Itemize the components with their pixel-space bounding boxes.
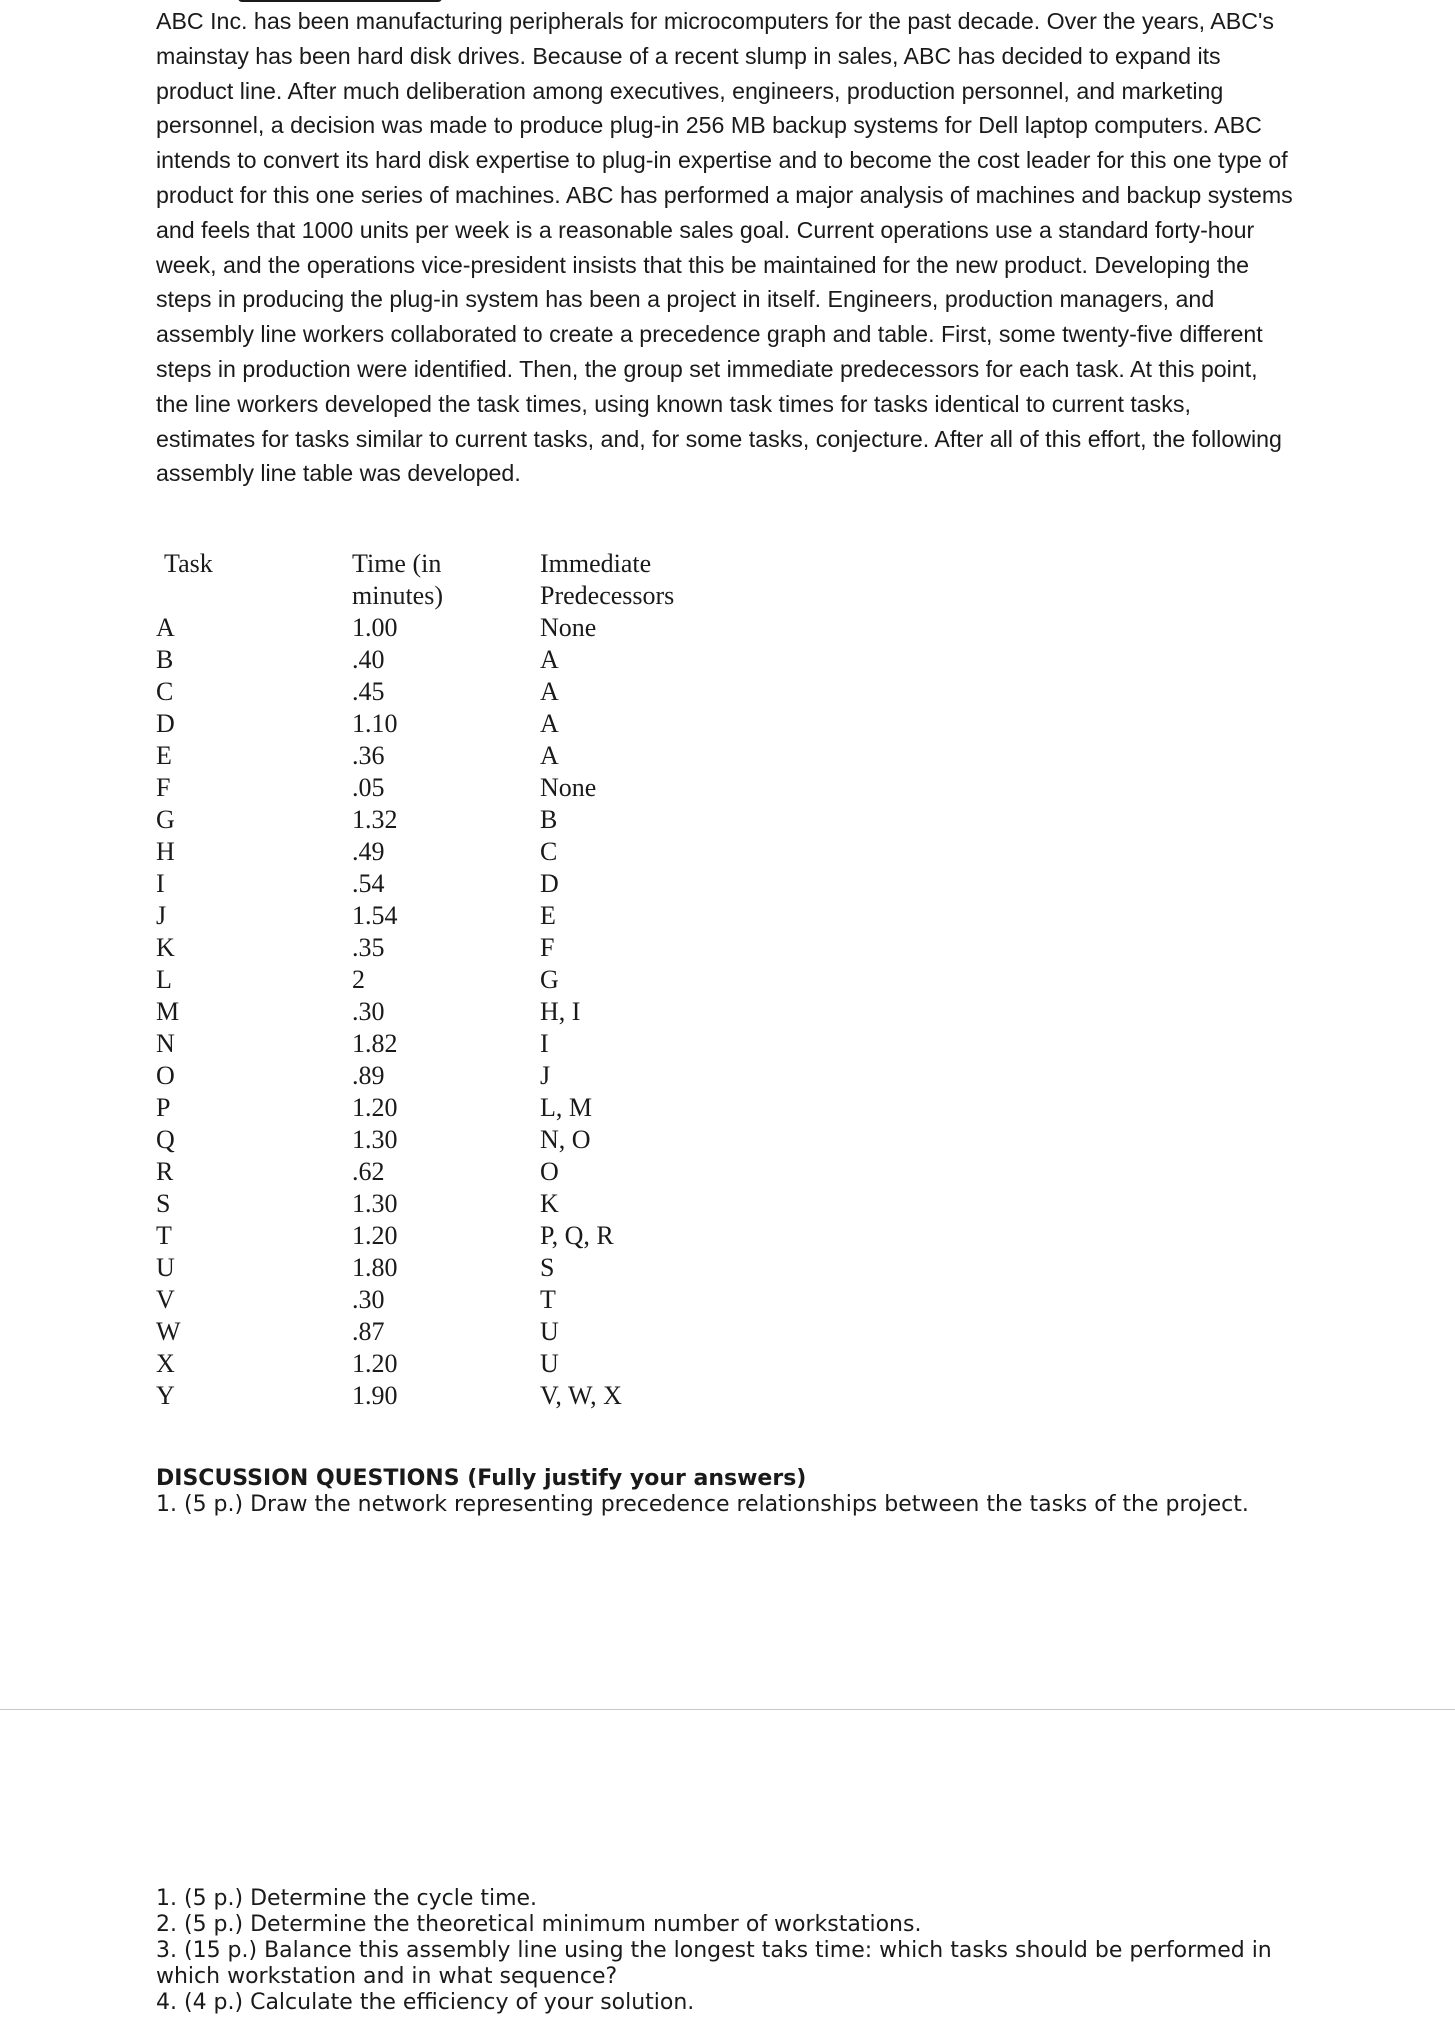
time-cell: 2 (352, 965, 365, 994)
predecessor-cell: U (540, 1317, 559, 1346)
intro-paragraph: ABC Inc. has been manufacturing peripherals for microcomputers for the past decade. Over the years, ABC's mainstay has been hard disk drives. Because of a recent slump in sales, ABC has decided to expand its product line. After much deliberation among executives, engineers, production personnel, and marketing personnel, a decision was made to produce plug-in 256 MB backup systems for Dell laptop computers. ABC intends to convert its hard disk expertise to plug-in expertise and to become the cost leader for this one type of product for this one series of machines. ABC has performed a major analysis of machines and backup systems and feels that 1000 units per week is a reasonable sales goal. Current operations use a standard forty-hour week, and the operations vice-president insists that this be maintained for the new product. Developing the steps in producing the plug-in system has been a project in itself. Engineers, production managers, and assembly line workers collaborated to create a precedence graph and table. First, some twenty-five different steps in production were identified. Then, the group set immediate predecessors for each task. At this point, the line workers developed the task times, using known task times for tasks identical to current tasks, estimates for tasks similar to current tasks, and, for some tasks, conjecture. After all of this effort, the following assembly line table was developed. (156, 8, 1293, 487)
task-cell: G (156, 805, 175, 834)
predecessor-cell: A (540, 741, 559, 770)
table-row (156, 932, 740, 964)
predecessor-cell: S (540, 1253, 555, 1282)
task-cell: U (156, 1253, 175, 1282)
divider (0, 1709, 1455, 1710)
task-cell: W (156, 1317, 181, 1346)
predecessor-cell: I (540, 1029, 549, 1058)
header-task: Task (164, 549, 213, 578)
task-cell: O (156, 1061, 175, 1090)
predecessor-cell: V, W, X (540, 1381, 622, 1410)
predecessor-cell: None (540, 773, 597, 802)
table-row (156, 996, 740, 1028)
header-time-line1: Time (in (352, 549, 442, 578)
table-row (156, 964, 740, 996)
time-cell: 1.80 (352, 1253, 398, 1282)
discussion-section (156, 1466, 1316, 1518)
question-4: 4. (4 p.) Calculate the efficiency of your solution. (156, 1990, 695, 2015)
table-row (156, 1252, 740, 1284)
task-cell: H (156, 837, 175, 866)
predecessor-cell: P, Q, R (540, 1221, 614, 1250)
header-time-line2: minutes) (352, 581, 443, 610)
task-cell: T (156, 1221, 172, 1250)
time-cell: 1.10 (352, 709, 398, 738)
time-cell: .36 (352, 741, 385, 770)
task-cell: L (156, 965, 172, 994)
time-cell: 1.90 (352, 1381, 398, 1410)
task-cell: J (156, 901, 167, 930)
time-cell: .40 (352, 645, 385, 674)
predecessor-cell: E (540, 901, 556, 930)
table-row (156, 1060, 740, 1092)
clipped-heading-fragment (156, 0, 496, 2)
table-row (156, 1028, 740, 1060)
time-cell: 1.20 (352, 1221, 398, 1250)
question-1: 1. (5 p.) Determine the cycle time. (156, 1886, 538, 1911)
time-cell: 1.54 (352, 901, 398, 930)
table-row (156, 1124, 740, 1156)
table-row (156, 1380, 740, 1412)
task-cell: Q (156, 1125, 175, 1154)
task-cell: S (156, 1189, 171, 1218)
task-cell: R (156, 1157, 174, 1186)
predecessor-cell: K (540, 1189, 559, 1218)
table-row (156, 804, 740, 836)
table-row (156, 1092, 740, 1124)
table-row (156, 868, 740, 900)
discussion-question-1: 1. (5 p.) Draw the network representing precedence relationships between the tasks of the project. (156, 1492, 1249, 1517)
table-row (156, 740, 740, 772)
time-cell: .35 (352, 933, 385, 962)
task-cell: Y (156, 1381, 175, 1410)
task-cell: C (156, 677, 174, 706)
predecessor-cell: A (540, 709, 559, 738)
table-row (156, 1156, 740, 1188)
predecessor-cell: J (540, 1061, 551, 1090)
predecessor-cell: C (540, 837, 558, 866)
task-cell: D (156, 709, 175, 738)
time-cell: 1.30 (352, 1125, 398, 1154)
time-cell: 1.00 (352, 613, 398, 642)
question-list (156, 1886, 1296, 2016)
task-table (156, 548, 740, 1412)
predecessor-cell: H, I (540, 997, 581, 1026)
task-cell: N (156, 1029, 175, 1058)
table-row (156, 1284, 740, 1316)
question-3: 3. (15 p.) Balance this assembly line using the longest taks time: which tasks should be performed in which workstation and in what sequence? (156, 1938, 1272, 1989)
task-cell: K (156, 933, 175, 962)
table-row (156, 1316, 740, 1348)
time-cell: 1.20 (352, 1349, 398, 1378)
task-cell: E (156, 741, 172, 770)
table-row (156, 772, 740, 804)
task-cell: A (156, 613, 175, 642)
predecessor-cell: G (540, 965, 559, 994)
predecessor-cell: None (540, 613, 597, 642)
task-cell: I (156, 869, 165, 898)
time-cell: .54 (352, 869, 385, 898)
time-cell: 1.32 (352, 805, 398, 834)
predecessor-cell: D (540, 869, 559, 898)
question-2: 2. (5 p.) Determine the theoretical minimum number of workstations. (156, 1912, 922, 1937)
predecessor-cell: U (540, 1349, 559, 1378)
predecessor-cell: L, M (540, 1093, 592, 1122)
header-time (352, 548, 540, 612)
predecessor-cell: N, O (540, 1125, 591, 1154)
time-cell: .62 (352, 1157, 385, 1186)
header-pred-line2: Predecessors (540, 581, 675, 610)
table-row (156, 644, 740, 676)
predecessor-cell: F (540, 933, 555, 962)
time-cell: 1.20 (352, 1093, 398, 1122)
table-row (156, 708, 740, 740)
task-cell: X (156, 1349, 175, 1378)
predecessor-cell: O (540, 1157, 559, 1186)
header-pred-line1: Immediate (540, 549, 652, 578)
predecessor-cell: T (540, 1285, 556, 1314)
table-row (156, 900, 740, 932)
task-cell: V (156, 1285, 175, 1314)
task-cell: F (156, 773, 171, 802)
table-row (156, 612, 740, 644)
predecessor-cell: A (540, 677, 559, 706)
task-cell: P (156, 1093, 171, 1122)
table-row (156, 836, 740, 868)
table-row (156, 1188, 740, 1220)
table-header-row (156, 548, 740, 612)
task-table-body (156, 612, 740, 1412)
time-cell: 1.82 (352, 1029, 398, 1058)
time-cell: .05 (352, 773, 385, 802)
time-cell: .45 (352, 677, 385, 706)
table-row (156, 1348, 740, 1380)
time-cell: .87 (352, 1317, 385, 1346)
task-cell: M (156, 997, 180, 1026)
discussion-heading: DISCUSSION QUESTIONS (Fully justify your answers) (156, 1466, 807, 1491)
time-cell: .49 (352, 837, 385, 866)
header-predecessors (540, 548, 740, 612)
table-row (156, 1220, 740, 1252)
time-cell: 1.30 (352, 1189, 398, 1218)
table-row (156, 676, 740, 708)
time-cell: .89 (352, 1061, 385, 1090)
task-cell: B (156, 645, 174, 674)
predecessor-cell: B (540, 805, 558, 834)
time-cell: .30 (352, 1285, 385, 1314)
time-cell: .30 (352, 997, 385, 1026)
predecessor-cell: A (540, 645, 559, 674)
